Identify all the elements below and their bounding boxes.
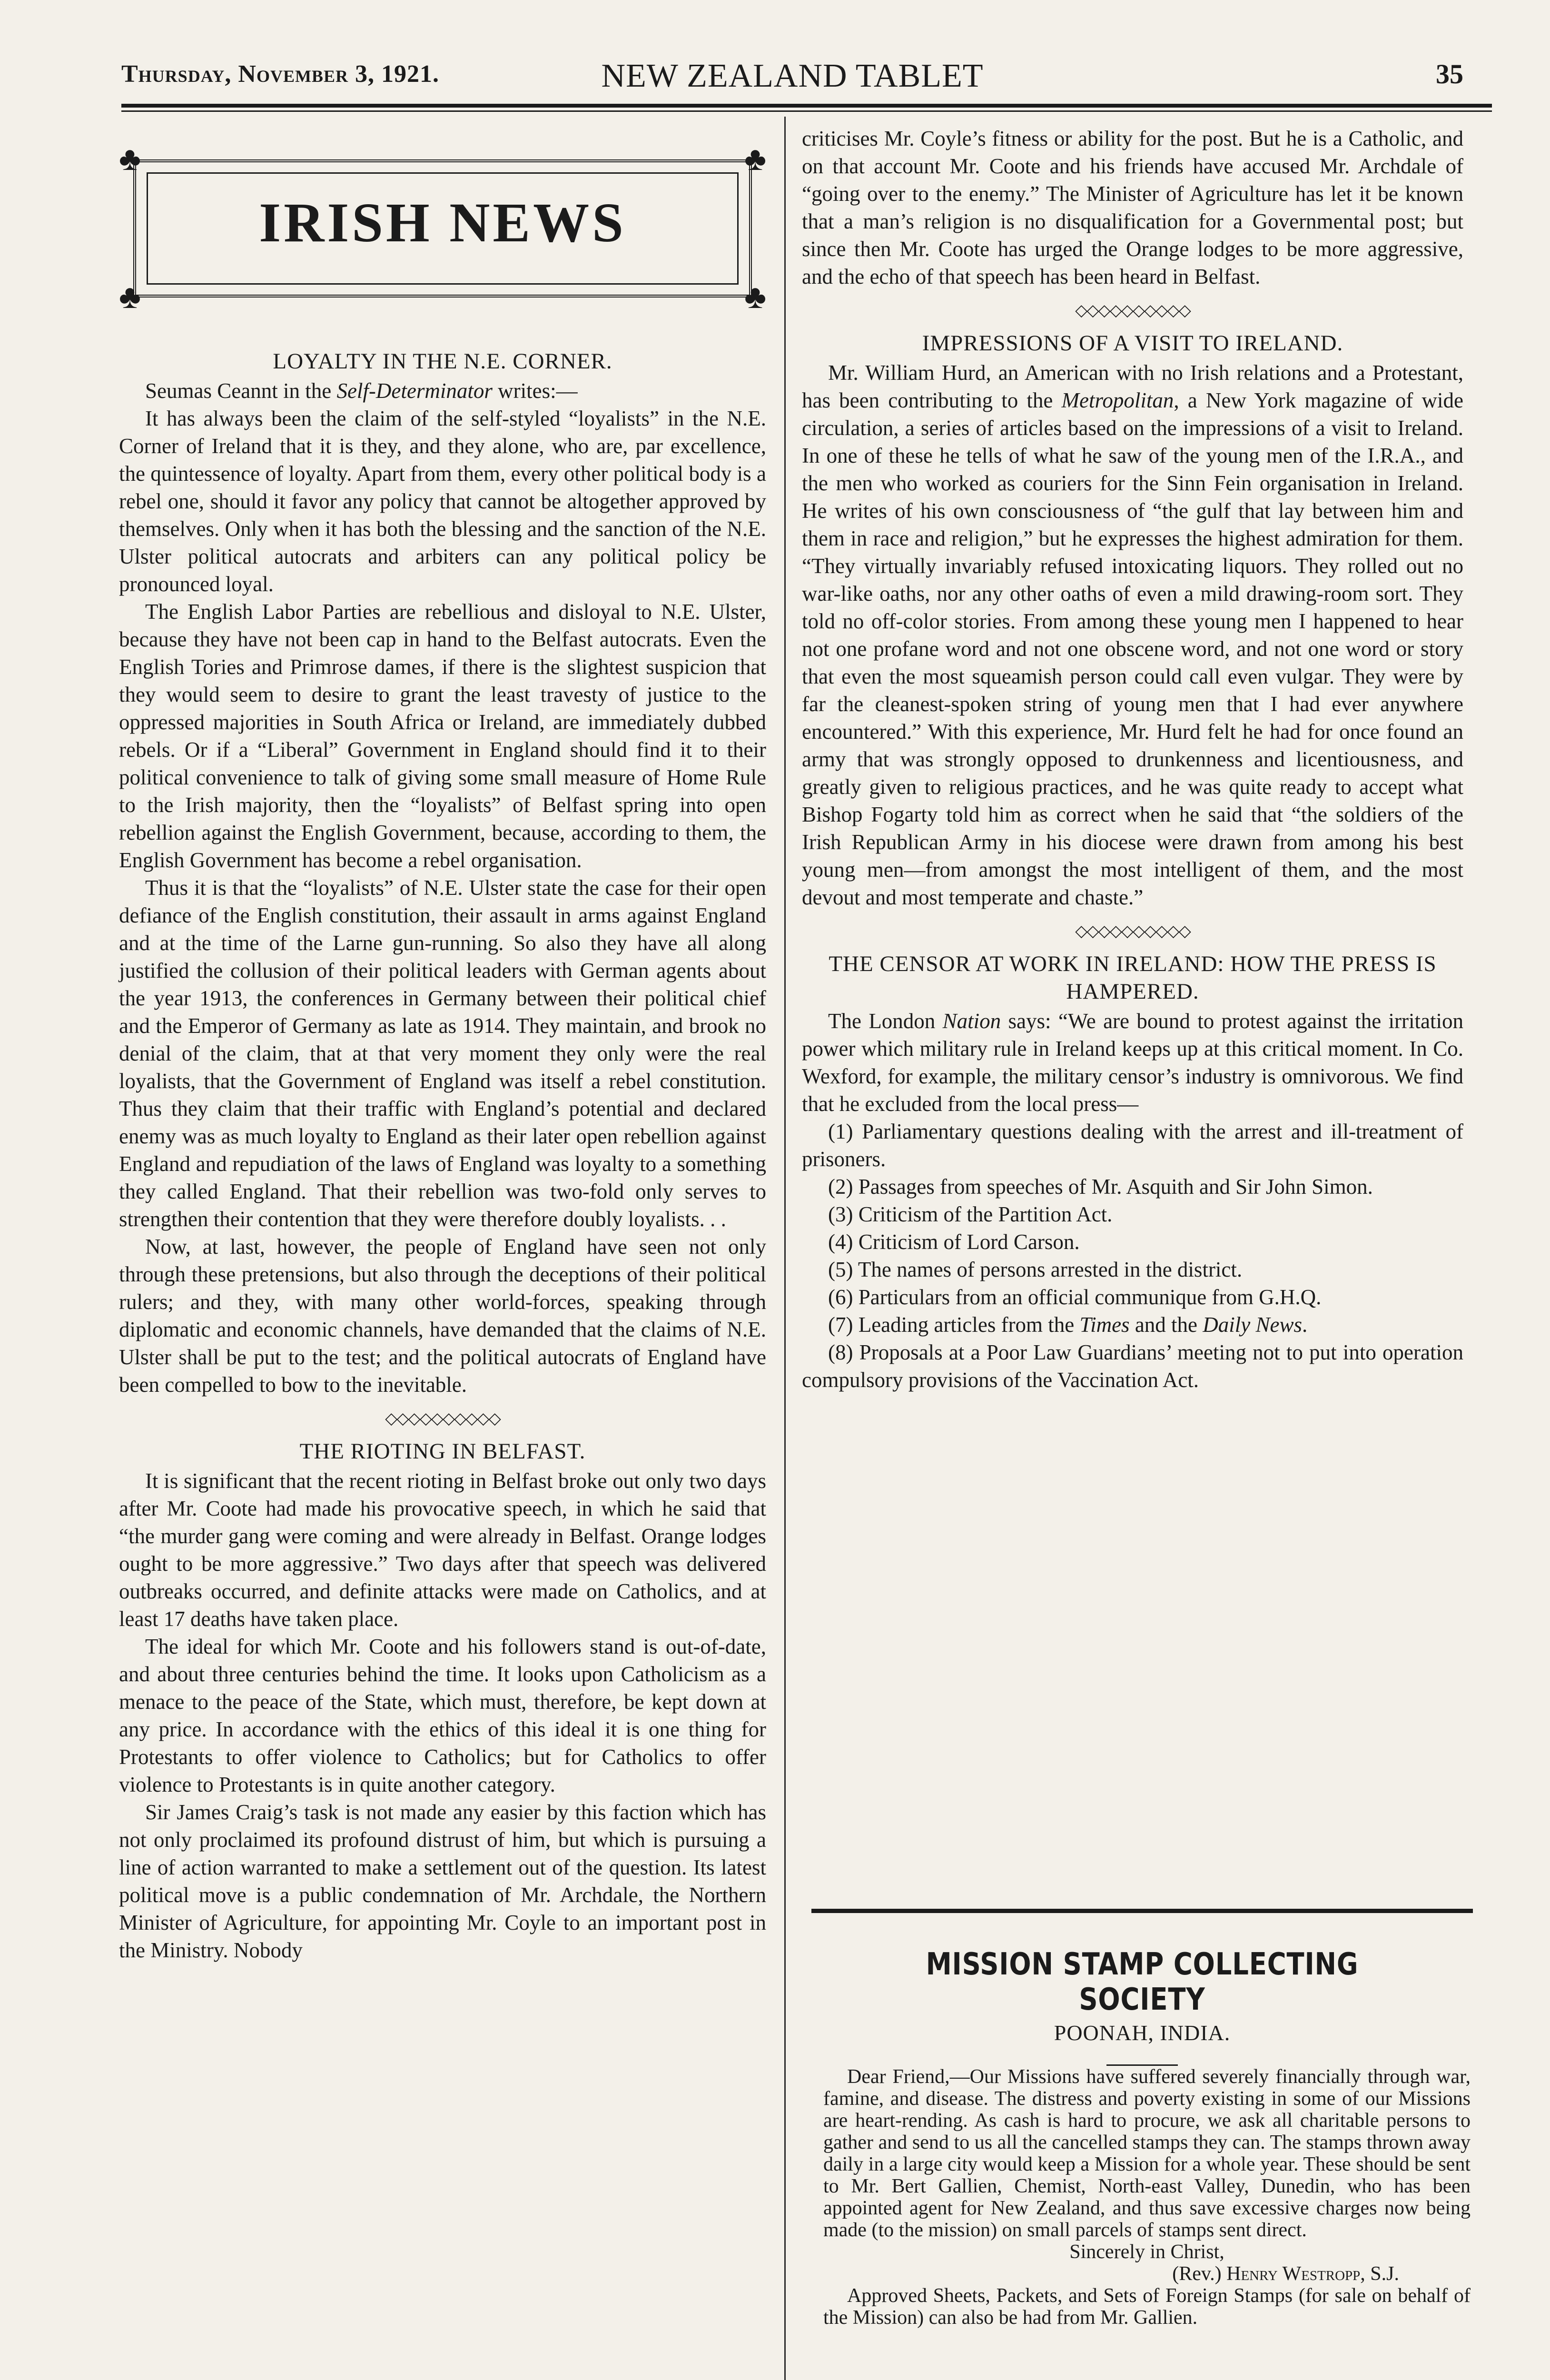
section-title: IRISH NEWS: [259, 191, 626, 254]
paragraph-continued: criticises Mr. Coyle’s fitness or ability for the post. But he is a Catholic, and on that account Mr. Coote and his friends have accused Mr. Archdale of “going over to the enemy.” The Minister of Agriculture has let it be known that a man’s religion is no disqualification for a Governmental post; but since then Mr. Coote has urged the Orange lodges to be more aggressive, and the echo of that speech has been heard in Belfast.: [802, 127, 1463, 288]
section-banner: [119, 138, 766, 319]
section-divider-ornament: ◇◇◇◇◇◇◇◇◇◇: [1075, 922, 1190, 940]
list-item: (7) Leading articles from the Times and the Daily News.: [828, 1313, 1308, 1337]
list-item: (5) The names of persons arrested in the district.: [828, 1258, 1243, 1281]
paragraph: Mr. William Hurd, an American with no Irish relations and a Protestant, has been contributing to the Metropolitan, a New York magazine of wide circulation, a series of articles based on the impressions of a visit to Ireland. In one of these he tells of what he saw of the young men of the I.R.A., and the men who worked as couriers for the Sinn Fein organisation in Ireland. He writes of his own consciousness of “the gulf that lay between him and them in race and religion,” but he expresses the highest admiration for them. “They virtually invariably refused intoxicating liquors. They rolled out no war-like oaths, nor any other oaths of even a mild drawing-room sort. They told no off-color stories. From among these young men I happened to hear not one profane word and not one obscene word, and not one word or story that even the most squeamish person could call even vulgar. They were by far the cleanest-spoken string of young men that I had ever anywhere encountered.” With this experience, Mr. Hurd felt he had for once found an army that was strongly opposed to drunkenness and licentiousness, and greatly given to religious practices, and he was quite ready to accept what Bishop Fogarty told him as correct when he said that “the soldiers of the Irish Republican Army in his diocese were drawn from among his best young men—from amongst the most intelligent of them, and the most devout and most temperate and chaste.”: [802, 361, 1463, 909]
header-rule-thick: [121, 104, 1492, 108]
paragraph: It is significant that the recent rioting in Belfast broke out only two days after Mr. Coote had made his provocative speech, in which he said that “the murder gang were coming and were already in Belfast. Orange lodges ought to be more aggressive.” Two days after that speech was delivered outbreaks occurred, and definite attacks were made on Catholics, and at least 17 deaths have taken place.: [119, 1469, 766, 1631]
section-divider-ornament: ◇◇◇◇◇◇◇◇◇◇: [385, 1410, 500, 1428]
censored-items-list: [802, 1118, 1463, 1394]
header-rule-thin: [121, 110, 1492, 112]
list-item: (6) Particulars from an official communique from G.H.Q.: [828, 1285, 1322, 1309]
list-item: (4) Criticism of Lord Carson.: [828, 1230, 1080, 1254]
article-heading: THE RIOTING IN BELFAST.: [299, 1439, 586, 1464]
publication-title: NEW ZEALAND TABLET: [601, 58, 984, 94]
source-name: Self-Determinator: [336, 379, 493, 403]
paragraph: Sir James Craig’s task is not made any easier by this faction which has not only proclaimed its profound distrust of him, but which is pursuing a line of action warranted to make a settlement out of the question. Its latest political move is a public condemnation of Mr. Archdale, the Northern Minister of Agriculture, for appointing Mr. Coyle to an important post in the Ministry. Nobody: [119, 1800, 766, 1962]
list-item: (1) Parliamentary questions dealing with the arrest and ill-treatment of prisoners.: [802, 1120, 1463, 1171]
paragraph: The London Nation says: “We are bound to protest against the irritation power which military rule in Ireland keeps up at this critical moment. In Co. Wexford, for example, the military censor’s industry is omnivorous. We find that he excluded from the local press—: [802, 1009, 1463, 1116]
article-heading: LOYALTY IN THE N.E. CORNER.: [273, 349, 612, 374]
paragraph: Thus it is that the “loyalists” of N.E. Ulster state the case for their open defiance of the English constitution, their assault in arms against England and at the time of the Larne gun-running. So also they have all along justified the collusion of their political leaders with German agents about the year 1913, the conferences in Germany between their political chief and the Emperor of Germany as late as 1914. They maintain, and brook no denial of the claim, that at that very moment they only were the real loyalists, that the Government of England was itself a rebel constitution. Thus they claim that their traffic with England’s potential and declared enemy was as much loyalty to England as their later open rebellion against England and repudiation of the laws of England was loyalty to a something they called England. That their rebellion was two-fold only serves to strengthen their contention that they were therefore doubly loyalists. . .: [119, 876, 766, 1231]
publication-name: Nation: [942, 1009, 1001, 1033]
paragraph: It has always been the claim of the self-styled “loyalists” in the N.E. Corner of Ireland that it is they, and they alone, who are, par excellence, the quintessence of loyalty. Apart from them, every other political body is a rebel one, should it favor any policy that cannot be altogether approved by themselves. Only when it has both the blessing and the sanction of the N.E. Ulster political autocrats and arbiters can any political policy be pronounced loyal.: [119, 407, 766, 596]
clover-ornament-icon: ♣: [119, 279, 141, 316]
advertisement-title: MISSION STAMP COLLECTING SOCIETY: [926, 1947, 1359, 2017]
paragraph: The ideal for which Mr. Coote and his followers stand is out-of-date, and about three centuries behind the time. It looks upon Catholicism as a menace to the peace of the State, which must, therefore, be kept down at any price. In accordance with the ethics of this ideal it is one thing for Protestants to offer violence to Catholics; but for Catholics to offer violence to Protestants is in quite another category.: [119, 1635, 766, 1796]
column-divider: [784, 117, 786, 2380]
issue-date: Thursday, November 3, 1921.: [121, 60, 439, 88]
section-divider-ornament: ◇◇◇◇◇◇◇◇◇◇: [1075, 302, 1190, 319]
list-item: (3) Criticism of the Partition Act.: [828, 1202, 1113, 1226]
advertisement-rule: [811, 1909, 1473, 1913]
paragraph: Now, at last, however, the people of England have seen not only through these pretensions, but also through the deceptions of their political rulers; and they, with many other world-forces, speaking through diplomatic and economic channels, have demanded that the claims of N.E. Ulster shall be put to the test; and the political autocrats of England have been compelled to bow to the inevitable.: [119, 1235, 766, 1397]
clover-ornament-icon: ♣: [744, 141, 766, 178]
page-number: 35: [1436, 59, 1463, 89]
mission-advertisement: [816, 1947, 1468, 2080]
letter-closing: Sincerely in Christ,: [1069, 2241, 1224, 2263]
paragraph: The English Labor Parties are rebellious and disloyal to N.E. Ulster, because they have not been cap in hand to the Belfast autocrats. Even the English Tories and Primrose dames, if there is the slightest suspicion that they would seem to desire to grant the least travesty of justice to the oppressed majorities in South Africa or Ireland, are immediately dubbed rebels. Or if a “Liberal” Government in England should find it to their political convenience to talk of giving some small measure of Home Rule to the Irish majority, then the “loyalists” of Belfast spring into open rebellion against the English Government, because, according to them, the English Government has become a rebel organisation.: [119, 600, 766, 872]
left-column: [119, 343, 766, 1964]
clover-ornament-icon: ♣: [744, 279, 766, 316]
list-item: (2) Passages from speeches of Mr. Asquith and Sir John Simon.: [828, 1175, 1373, 1199]
magazine-name: Metropolitan: [1061, 388, 1174, 412]
advertisement-location: POONAH, INDIA.: [1054, 2021, 1231, 2045]
article-heading: THE CENSOR AT WORK IN IRELAND: HOW THE PRESS IS HAMPERED.: [829, 952, 1437, 1004]
page-header: [121, 57, 1463, 100]
list-item: (8) Proposals at a Poor Law Guardians’ meeting not to put into operation compulsory provisions of the Vaccination Act.: [802, 1340, 1463, 1392]
clover-ornament-icon: ♣: [119, 141, 141, 178]
advertisement-body: [823, 2066, 1471, 2329]
letter-text: Dear Friend,—Our Missions have suffered severely financially through war, famine, and disease. The distress and poverty existing in some of our Missions are heart-rending. As cash is hard to procure, we ask all charitable persons to gather and send to us all the cancelled stamps they can. The stamps thrown away daily in a large city would keep a Mission for a whole year. These should be sent to Mr. Bert Gallien, Chemist, North-east Valley, Dunedin, who has been appointed agent for New Zealand, and thus save excessive charges now being made (to the mission) on small parcels of stamps sent direct.: [823, 2066, 1471, 2241]
letter-footnote: Approved Sheets, Packets, and Sets of Foreign Stamps (for sale on behalf of the Mission) can also be had from Mr. Gallien.: [823, 2285, 1471, 2329]
article-heading: IMPRESSIONS OF A VISIT TO IRELAND.: [922, 331, 1343, 356]
right-column: [802, 125, 1463, 1394]
article-intro: Seumas Ceannt in the Self-Determinator writes:—: [145, 379, 578, 403]
letter-signature: (Rev.) Henry Westropp, S.J.: [1172, 2263, 1399, 2285]
